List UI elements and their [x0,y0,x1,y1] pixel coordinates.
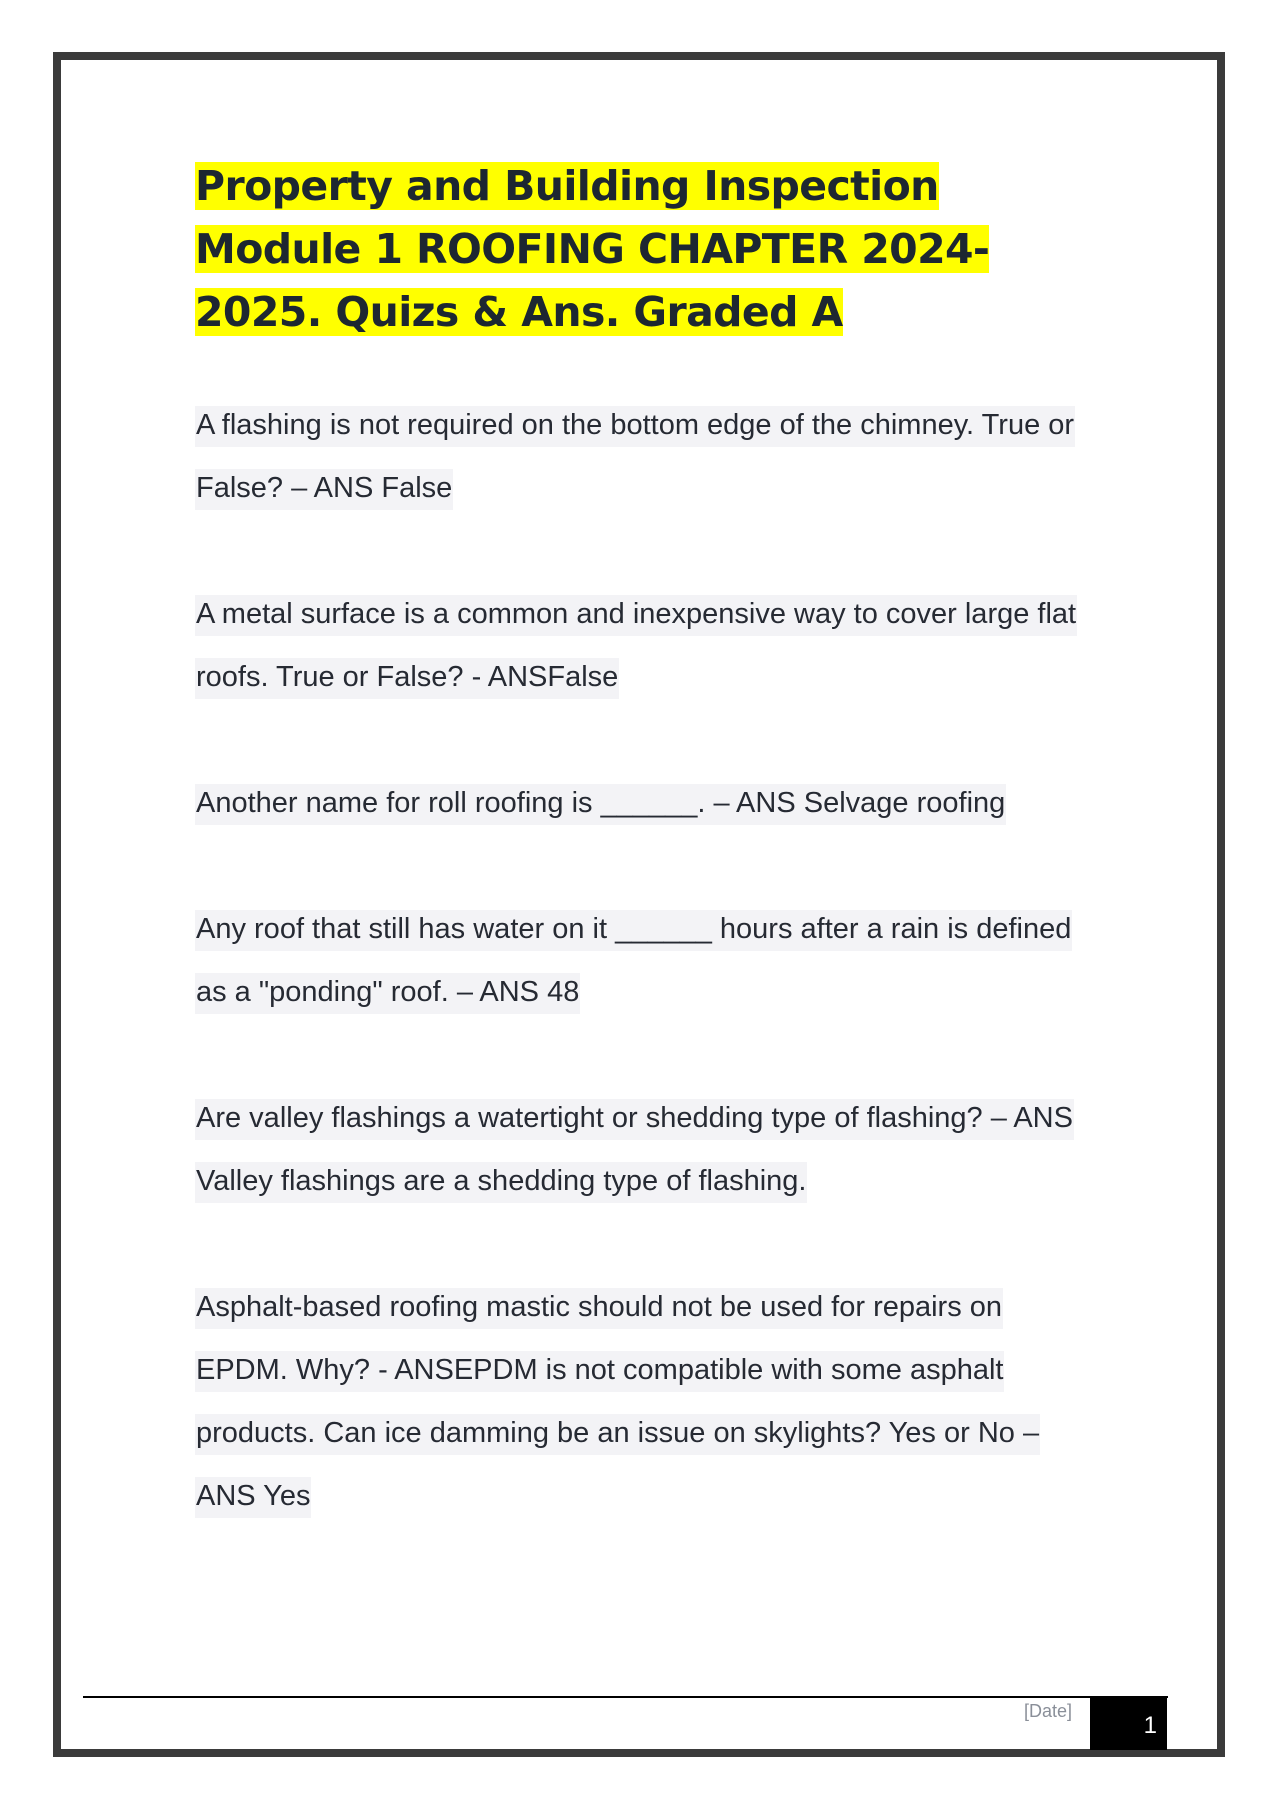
page-number: 1 [1090,1697,1167,1750]
document-body [195,155,1090,1591]
qa-item [195,394,1090,520]
qa-item [195,1276,1090,1528]
qa-item [195,772,1090,835]
qa-item-text: Are valley flashings a watertight or shedding type of flashing? – ANS Valley flashings are a shedding type of flashing. [195,1099,1074,1203]
qa-item-text: Any roof that still has water on it ______ hours after a rain is defined as a "ponding" roof. – ANS 48 [195,910,1072,1014]
document-title-text: Property and Building Inspection Module 1 ROOFING CHAPTER 2024-2025. Quizs & Ans. Graded A [195,162,990,336]
footer-date: [Date] [1023,1701,1072,1721]
qa-item-text: A metal surface is a common and inexpensive way to cover large flat roofs. True or False? - ANSFalse [195,595,1077,699]
footer-rule [83,1696,1168,1698]
qa-item-text: Another name for roll roofing is ______. – ANS Selvage roofing [195,784,1006,825]
qa-item-text: A flashing is not required on the bottom edge of the chimney. True or False? – ANS False [195,406,1075,510]
qa-item [195,898,1090,1024]
qa-item-text: Asphalt-based roofing mastic should not be used for repairs on EPDM. Why? - ANSEPDM is not compatible with some asphalt products. Can ice damming be an issue on skylights? Yes or No – ANS Yes [195,1288,1040,1518]
document-title [195,155,1090,344]
qa-item [195,1087,1090,1213]
qa-item [195,583,1090,709]
qa-list [195,394,1090,1528]
